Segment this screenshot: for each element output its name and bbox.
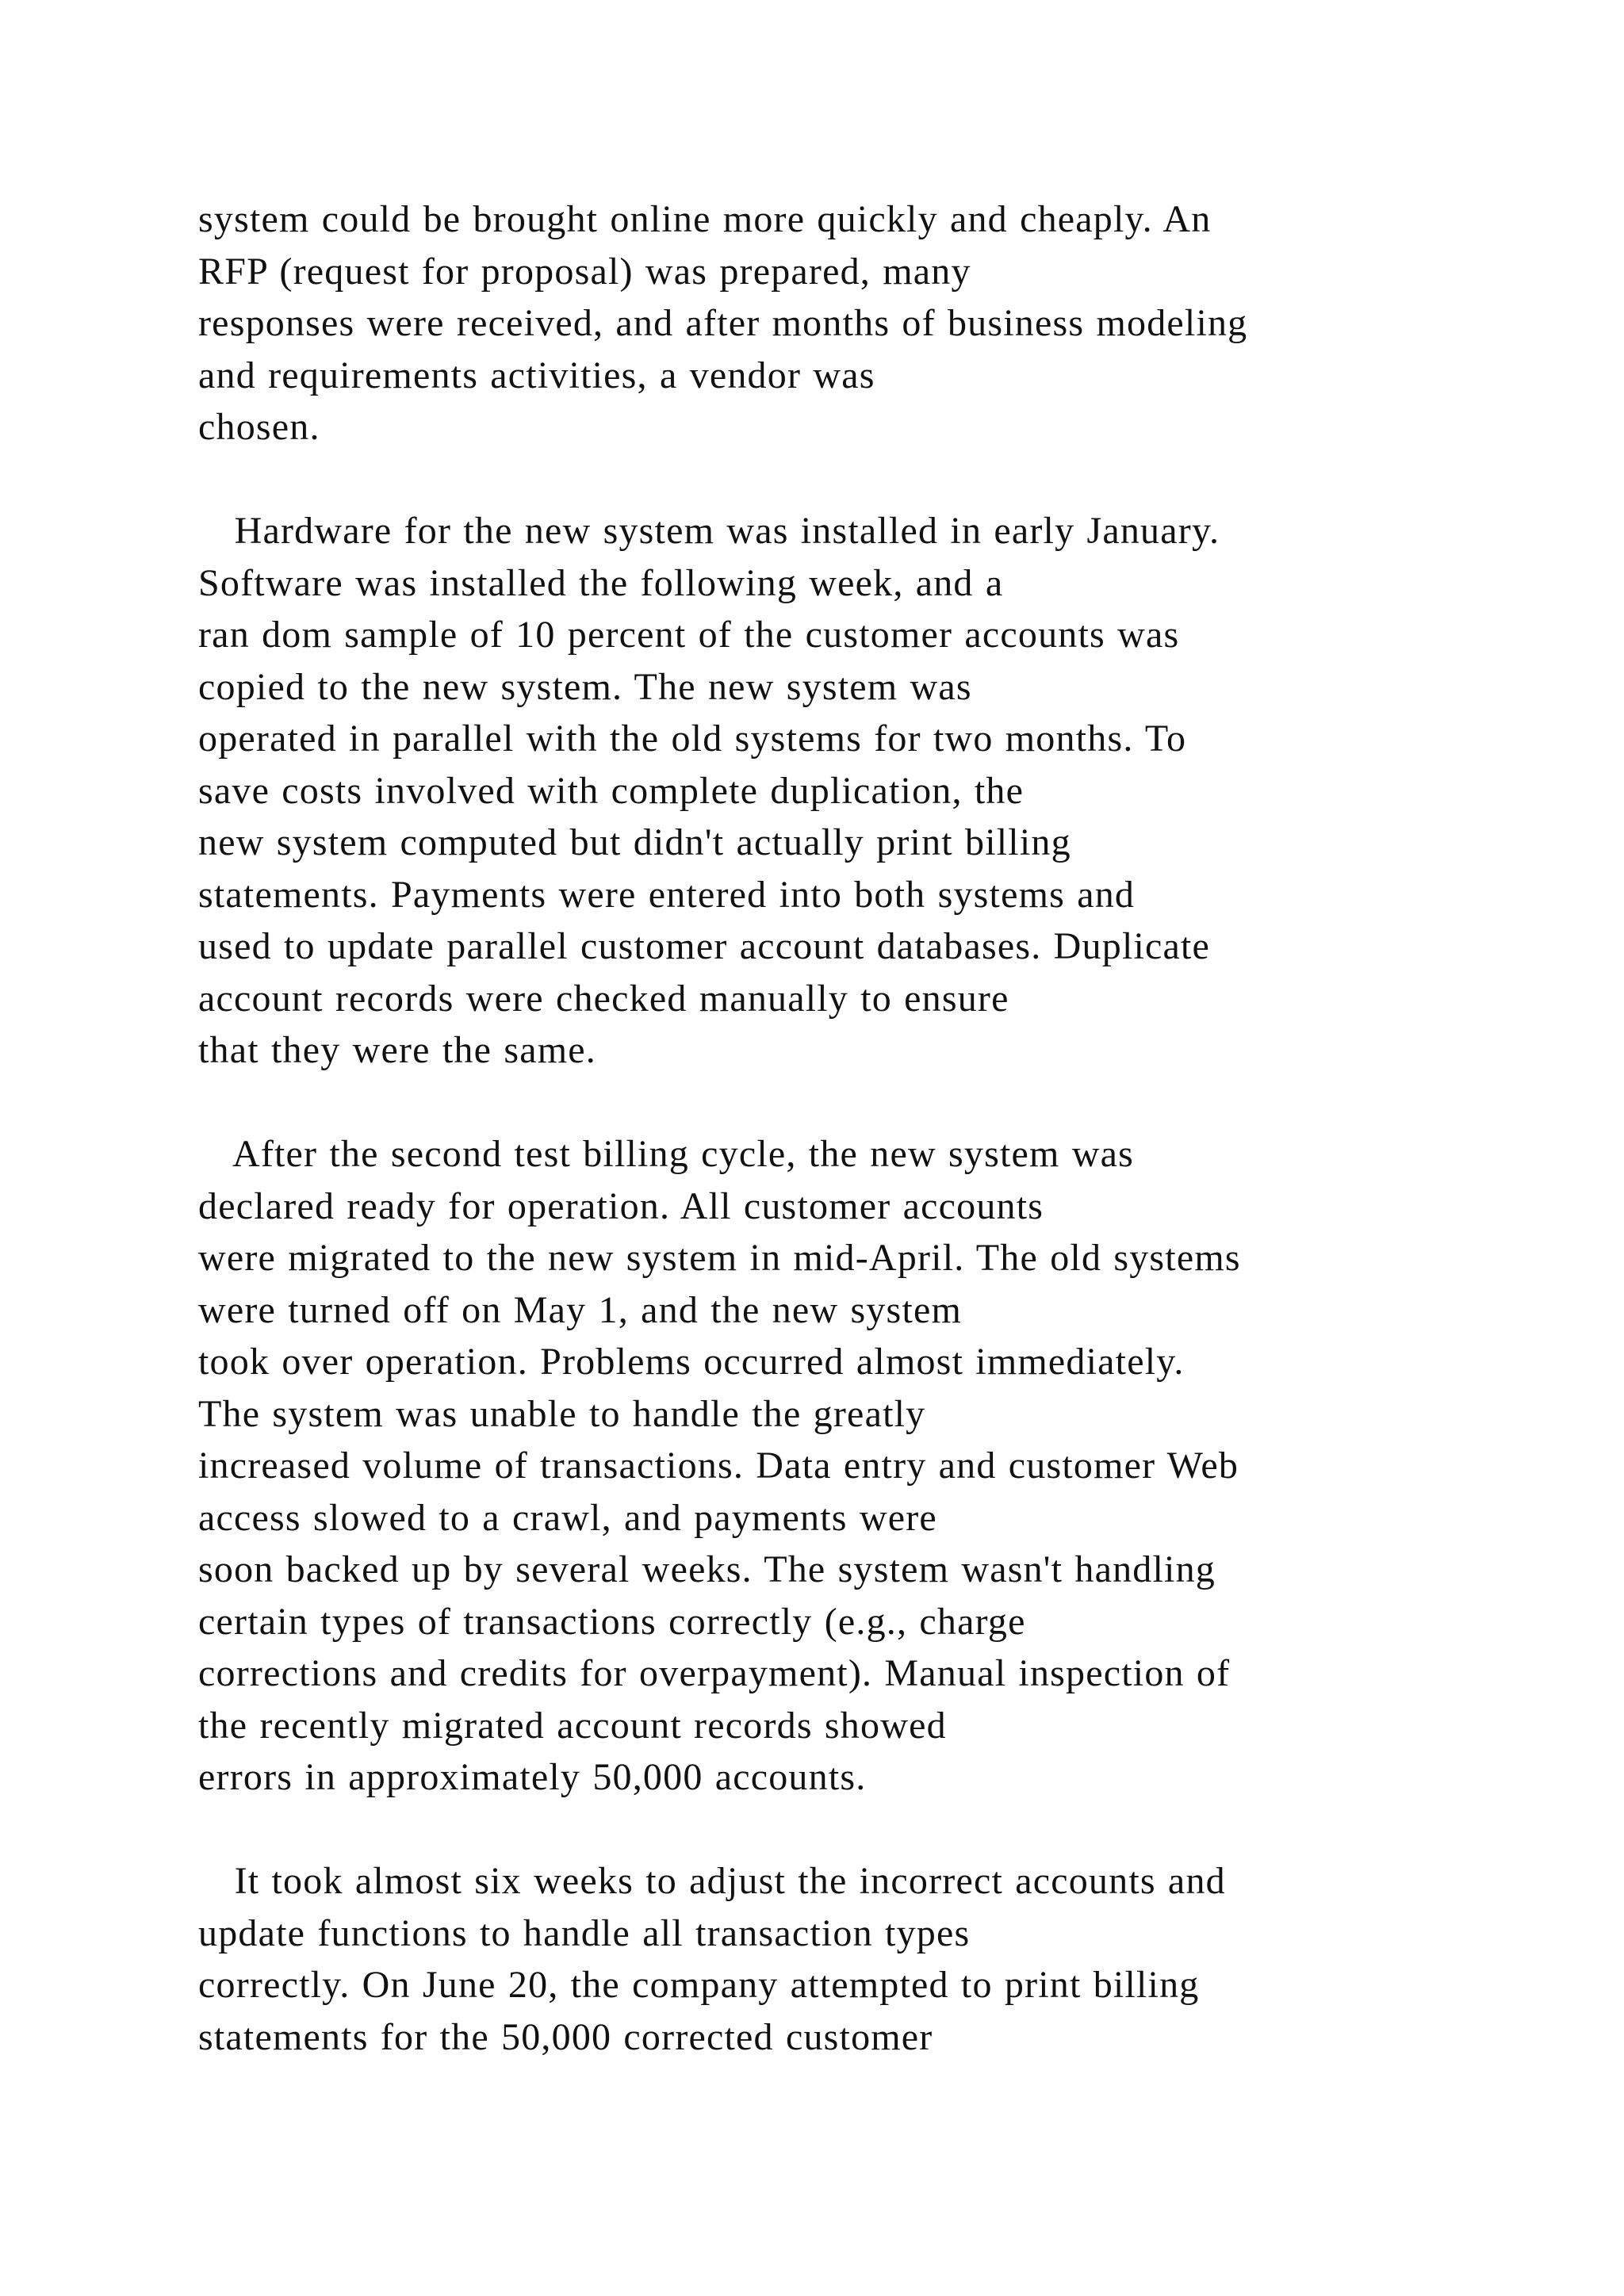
paragraph-1 <box>198 193 1610 453</box>
text-line: declared ready for operation. All customer accounts <box>198 1184 1044 1227</box>
text-line: new system computed but didn't actually print billing <box>198 821 1071 863</box>
text-line: responses were received, and after months of business modeling <box>198 302 1248 344</box>
text-line: operated in parallel with the old systems for two months. To <box>198 718 1187 760</box>
text-line: access slowed to a crawl, and payments were <box>198 1496 937 1539</box>
text-line: were migrated to the new system in mid-April. The old systems <box>198 1237 1241 1279</box>
text-line: Software was installed the following week, and a <box>198 561 1004 604</box>
text-line: After the second test billing cycle, the new system was <box>198 1133 1134 1175</box>
text-line: Hardware for the new system was installed in early January. <box>198 510 1220 552</box>
text-line: statements. Payments were entered into both systems and <box>198 873 1136 916</box>
text-line: RFP (request for proposal) was prepared, many <box>198 250 971 293</box>
text-line: and requirements activities, a vendor was <box>198 354 875 396</box>
text-line: system could be brought online more quickly and cheaply. An <box>198 198 1212 240</box>
paragraph-gap <box>198 453 1610 506</box>
text-line: statements for the 50,000 corrected customer <box>198 2015 933 2058</box>
text-line: It took almost six weeks to adjust the incorrect accounts and <box>198 1860 1226 1902</box>
text-line: soon backed up by several weeks. The system wasn't handling <box>198 1548 1216 1590</box>
text-line: errors in approximately 50,000 accounts. <box>198 1756 867 1798</box>
text-line: certain types of transactions correctly (e.g., charge <box>198 1600 1026 1643</box>
text-line: used to update parallel customer account databases. Duplicate <box>198 925 1211 967</box>
text-line: ran dom sample of 10 percent of the customer accounts was <box>198 614 1180 656</box>
text-line: update functions to handle all transaction types <box>198 1911 971 1954</box>
text-line: chosen. <box>198 406 320 448</box>
text-line: account records were checked manually to ensure <box>198 977 1009 1020</box>
paragraph-gap <box>198 1077 1610 1129</box>
text-line: were turned off on May 1, and the new system <box>198 1288 963 1331</box>
text-line: increased volume of transactions. Data entry and customer Web <box>198 1445 1239 1487</box>
text-line: that they were the same. <box>198 1029 596 1071</box>
text-line: correctly. On June 20, the company attempted to print billing <box>198 1964 1200 2006</box>
text-line: took over operation. Problems occurred almost immediately. <box>198 1341 1185 1383</box>
paragraph-2 <box>198 505 1610 1077</box>
text-line: the recently migrated account records showed <box>198 1704 947 1747</box>
text-line: corrections and credits for overpayment). Manual inspection of <box>198 1652 1231 1694</box>
paragraph-4 <box>198 1855 1610 2063</box>
paragraph-3 <box>198 1128 1610 1804</box>
text-line: copied to the new system. The new system was <box>198 665 972 708</box>
text-line: save costs involved with complete duplication, the <box>198 769 1025 812</box>
text-line: The system was unable to handle the greatly <box>198 1392 926 1435</box>
paragraph-gap <box>198 1804 1610 1856</box>
body-text <box>198 193 1610 2063</box>
